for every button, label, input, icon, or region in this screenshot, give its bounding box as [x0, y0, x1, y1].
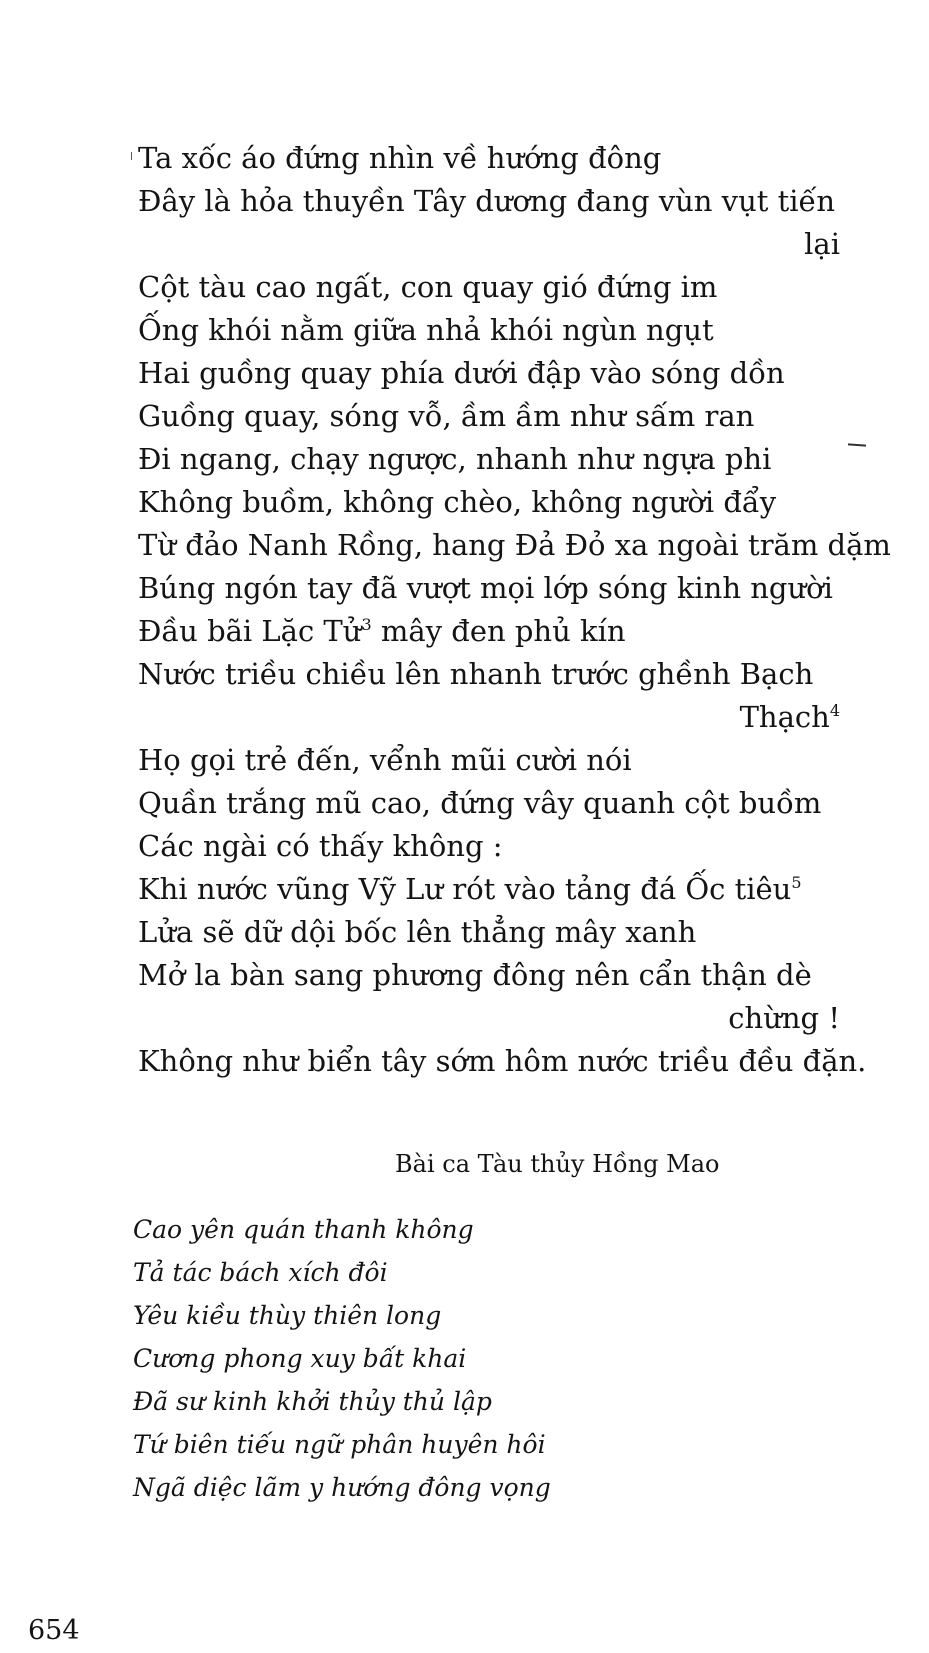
poem-line-continuation: chừng ! [728, 1001, 840, 1035]
poem-line: Không buồm, không chèo, không người đẩy [138, 485, 777, 519]
poem-line-text: Đầu bãi Lặc Tử [138, 614, 362, 648]
poem-line: Guồng quay, sóng vỗ, ầm ầm như sấm ran [138, 399, 755, 433]
poem-line-continuation: lại [804, 227, 840, 261]
poem-line: Đây là hỏa thuyền Tây dương đang vùn vụt tiến [138, 184, 836, 218]
page-number: 654 [28, 1615, 80, 1646]
poem-line [138, 868, 878, 911]
hanviet-line: Đã sư kinh khởi thủy thủ lập [133, 1387, 492, 1416]
poem-line: Nước triều chiều lên nhanh trước ghềnh Bạch [138, 657, 814, 691]
poem-line-text: Thạch [739, 700, 830, 734]
poem-vietnamese-translation [138, 137, 891, 1083]
poem-line: Cột tàu cao ngất, con quay gió đứng im [138, 270, 718, 304]
footnote-marker: 4 [829, 701, 840, 720]
poem-line: Quần trắng mũ cao, đứng vây quanh cột buồm [138, 786, 822, 820]
poem-line: Mở la bàn sang phương đông nên cẩn thận dè [138, 958, 812, 992]
poem-line: Đi ngang, chạy ngược, nhanh như ngựa phi [138, 442, 772, 476]
poem-line: Từ đảo Nanh Rồng, hang Đả Đỏ xa ngoài trăm dặm [138, 528, 891, 562]
poem-title: Bài ca Tàu thủy Hồng Mao [395, 1150, 720, 1178]
poem-line: Hai guồng quay phía dưới đập vào sóng dồn [138, 356, 785, 390]
poem-line [138, 610, 878, 653]
hanviet-line: Yêu kiều thùy thiên long [133, 1301, 442, 1330]
poem-original-hanviet [133, 1208, 551, 1509]
hanviet-line: Cao yên quán thanh không [133, 1215, 474, 1244]
poem-line-text: Khi nước vũng Vỹ Lư rót vào tảng đá Ốc tiêu [138, 872, 792, 906]
poem-line: Các ngài có thấy không : [138, 829, 503, 863]
poem-line-text: mây đen phủ kín [371, 614, 626, 648]
poem-line: Lửa sẽ dữ dội bốc lên thẳng mây xanh [138, 915, 697, 949]
footnote-marker: 3 [361, 615, 372, 634]
hanviet-line: Tứ biên tiếu ngữ phân huyên hôi [133, 1430, 546, 1459]
poem-line-continuation [138, 696, 878, 739]
scan-speck [131, 152, 132, 160]
hanviet-line: Cương phong xuy bất khai [133, 1344, 467, 1373]
hanviet-line: Ngã diệc lãm y hướng đông vọng [133, 1473, 551, 1502]
poem-line: Ống khói nằm giữa nhả khói ngùn ngụt [138, 313, 714, 347]
poem-line: Họ gọi trẻ đến, vểnh mũi cười nói [138, 743, 632, 777]
poem-line: Ta xốc áo đứng nhìn về hướng đông [138, 141, 662, 175]
poem-line: Không như biển tây sớm hôm nước triều đều đặn. [138, 1044, 867, 1078]
poem-line: Búng ngón tay đã vượt mọi lớp sóng kinh người [138, 571, 833, 605]
hanviet-line: Tả tác bách xích đôi [133, 1258, 388, 1287]
footnote-marker: 5 [791, 873, 802, 892]
